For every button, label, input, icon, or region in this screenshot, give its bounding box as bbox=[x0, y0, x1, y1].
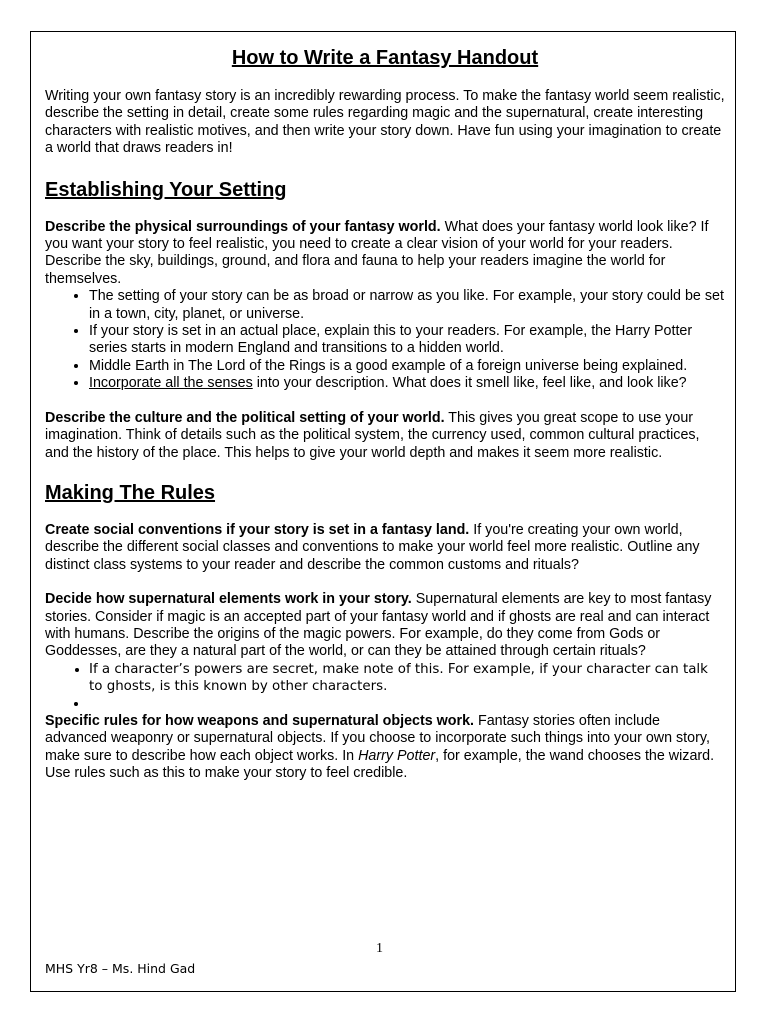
document-body bbox=[45, 44, 725, 783]
supernatural-bullet-list bbox=[45, 661, 725, 713]
text-weapons-objects-2: , for example, the wand chooses the wizard. Use rules such as this to make your story to feel credible. bbox=[45, 747, 715, 782]
page-number: 1 bbox=[376, 941, 383, 956]
intro-paragraph: Writing your own fantasy story is an incredibly rewarding process. To make the fantasy world seem realistic, describe the setting in detail, create some rules regarding magic and the supernatural, create interesting characters with realistic motives, and then write your story down. Have fun using your imagination to create a world that draws readers in! bbox=[45, 88, 725, 157]
text-social-conventions: If you're creating your own world, describe the different social classes and conventions to make your world feel more realistic. Outline any distinct class systems to your reader and describe the common customs and rituals? bbox=[45, 521, 700, 573]
list-item-text: into your description. What does it smell like, feel like, and look like? bbox=[252, 375, 687, 392]
list-item: • Middle Earth in The Lord of the Rings is a good example of a foreign universe being explained. bbox=[89, 358, 725, 375]
list-item: • The setting of your story can be as broad or narrow as you like. For example, your story could be set in a town, city, planet, or universe. bbox=[89, 288, 725, 323]
setting-bullet-list bbox=[45, 288, 725, 392]
paragraph-weapons-objects bbox=[45, 713, 725, 783]
paragraph-culture-political bbox=[45, 410, 725, 462]
lead-culture-political: Describe the culture and the political setting of your world. bbox=[45, 409, 445, 426]
text-harry-potter-italic: Harry Potter bbox=[358, 747, 436, 764]
text-culture-political: This gives you great scope to use your imagination. Think of details such as the political system, the currency used, common cultural practices, and the history of the place. This helps to give your world depth and makes it seem more realistic. bbox=[45, 409, 700, 461]
lead-physical-surroundings: Describe the physical surroundings of your fantasy world. bbox=[45, 218, 441, 235]
link-incorporate-senses[interactable]: Incorporate all the senses bbox=[89, 375, 253, 392]
text-physical-surroundings: What does your fantasy world look like? If you want your story to feel realistic, you need to create a clear vision of your world for your readers. Describe the sky, buildings, ground, and flora and fauna to help your readers imagine the world for themselves. bbox=[45, 218, 709, 287]
document-title: How to Write a Fantasy Handout bbox=[231, 47, 539, 69]
lead-social-conventions: Create social conventions if your story is set in a fantasy land. bbox=[45, 521, 470, 538]
paragraph-social-conventions bbox=[45, 522, 725, 574]
lead-weapons-objects: Specific rules for how weapons and supernatural objects work. bbox=[45, 712, 475, 729]
paragraph-physical-surroundings bbox=[45, 219, 725, 289]
text-weapons-objects-1: Fantasy stories often include advanced weaponry or supernatural objects. If you choose to incorporate such things into your own story, make sure to describe how each object works. In bbox=[45, 712, 710, 764]
text-supernatural-elements: Supernatural elements are key to most fantasy stories. Consider if magic is an accepted part of your fantasy world and if ghosts are real and can interact with humans. Describe the origins of the magic powers. For example, do they come from Gods or Goddesses, are they a natural part of the world, or can they be attained through certain rituals? bbox=[45, 591, 712, 660]
list-item bbox=[89, 375, 725, 392]
footer-author: MHS Yr8 – Ms. Hind Gad bbox=[45, 961, 196, 976]
heading-establishing-setting: Establishing Your Setting bbox=[45, 178, 287, 201]
lead-supernatural-elements: Decide how supernatural elements work in your story. bbox=[45, 591, 412, 608]
list-item-empty bbox=[89, 696, 725, 713]
list-item: • If your story is set in an actual place, explain this to your readers. For example, the Harry Potter series starts in modern England and transitions to a hidden world. bbox=[89, 323, 725, 358]
list-item: • If a character’s powers are secret, make note of this. For example, if your character can talk to ghosts, is this known by other characters. bbox=[89, 661, 725, 696]
paragraph-supernatural-elements bbox=[45, 591, 725, 661]
heading-making-rules: Making The Rules bbox=[45, 481, 216, 504]
